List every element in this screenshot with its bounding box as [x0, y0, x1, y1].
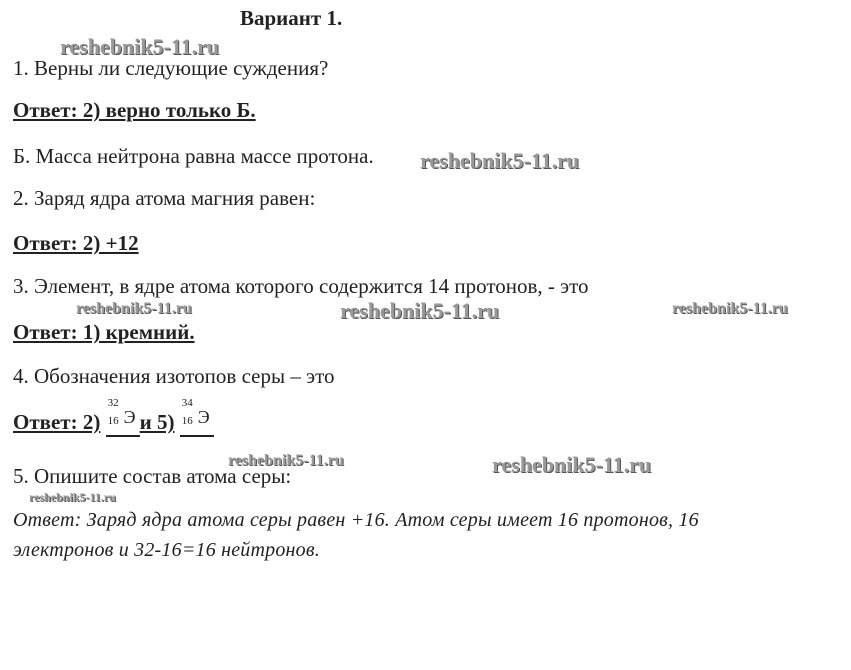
isotope-1-symbol: Э — [123, 407, 136, 427]
question-1: 1. Верны ли следующие суждения? — [13, 56, 329, 80]
question-4: 4. Обозначения изотопов серы – это — [13, 364, 335, 388]
watermark: reshebnik5-11.ru — [672, 300, 788, 317]
answer-4-prefix: Ответ: 2) — [13, 410, 101, 434]
answer-5-line-2: электронов и 32-16=16 нейтронов. — [13, 539, 320, 561]
isotope-2-charge: 16 — [181, 415, 193, 427]
watermark: reshebnik5-11.ru — [340, 298, 500, 323]
question-5: 5. Опишите состав атома серы: — [13, 464, 292, 488]
isotope-2-symbol: Э — [197, 407, 210, 427]
answer-2: Ответ: 2) +12 — [13, 231, 139, 255]
watermark: reshebnik5-11.ru — [420, 148, 580, 173]
watermark: reshebnik5-11.ru — [492, 452, 652, 477]
answer-4 — [13, 397, 214, 437]
answer-3: Ответ: 1) кремний. — [13, 320, 195, 344]
isotope-2-mass: 34 — [181, 397, 193, 409]
question-3: 3. Элемент, в ядре атома которого содержится 14 протонов, - это — [13, 274, 589, 298]
answer-5-line-1: Ответ: Заряд ядра атома серы равен +16. Атом серы имеет 16 протонов, 16 — [13, 509, 699, 531]
watermark: reshebnik5-11.ru — [76, 300, 192, 317]
page-title: Вариант 1. — [240, 6, 343, 30]
isotope-1 — [106, 397, 140, 437]
question-2: 2. Заряд ядра атома магния равен: — [13, 186, 316, 210]
answer-1: Ответ: 2) верно только Б. — [13, 98, 256, 122]
statement-b: Б. Масса нейтрона равна массе протона. — [13, 144, 374, 168]
watermark: reshebnik5-11.ru — [60, 34, 220, 59]
isotope-2 — [180, 397, 214, 437]
isotope-1-mass: 32 — [107, 397, 119, 409]
isotope-1-charge: 16 — [107, 415, 119, 427]
watermark: reshebnik5-11.ru — [228, 452, 344, 469]
watermark: reshebnik5-11.ru — [29, 490, 116, 504]
answer-4-mid: и 5) — [139, 410, 175, 434]
